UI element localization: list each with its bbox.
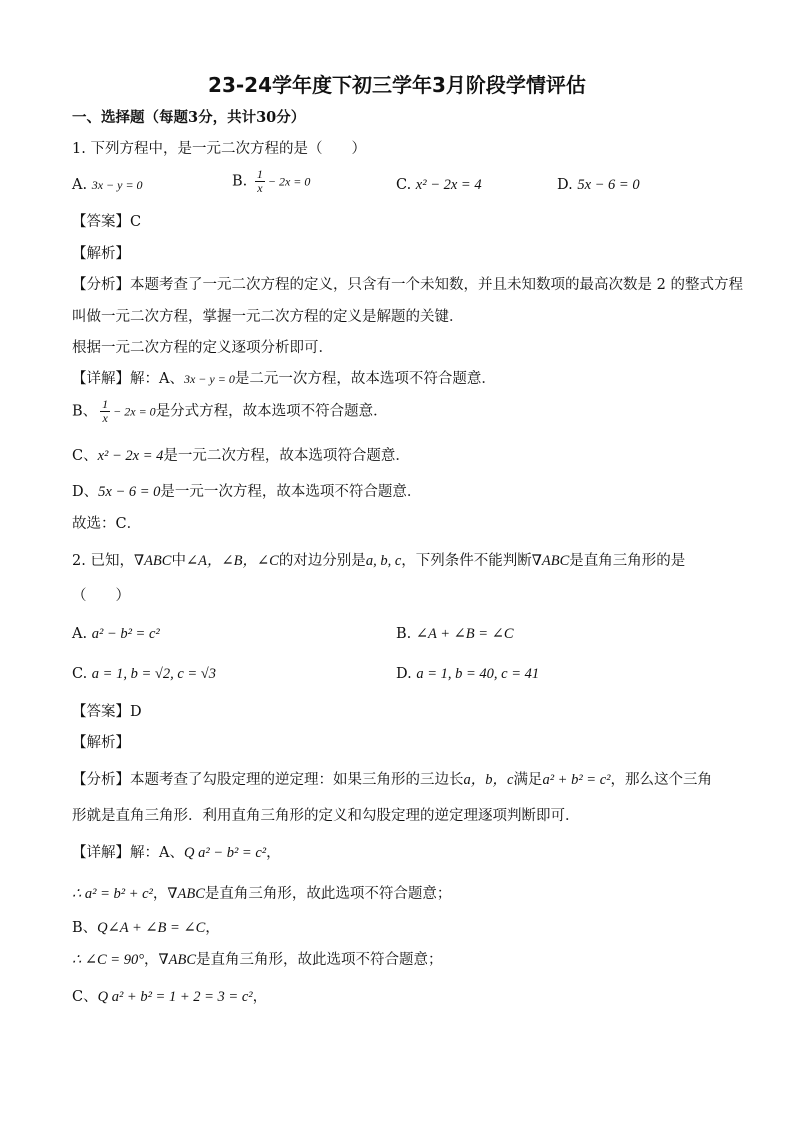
math-expression: ∴ ∠C = 90° <box>72 952 145 968</box>
option-label: D. <box>557 177 573 193</box>
option-math: a² − b² = c² <box>91 626 160 642</box>
detail-tag: 【详解】 <box>72 845 130 861</box>
q2-answer <box>72 702 142 722</box>
math-expression: Q∠A + ∠B = ∠C <box>97 920 206 936</box>
math-expression: ∠A，∠B，∠C <box>185 553 279 569</box>
fenxi-tag: 【分析】 <box>72 277 130 293</box>
q1-fenxi-line-2: 叫做一元二次方程，掌握一元二次方程的定义是解题的关键． <box>72 309 464 325</box>
q1-choose: 故选：C． <box>72 516 142 532</box>
option-math: x² − 2x = 4 <box>415 177 482 193</box>
math-expression: ∇ABC <box>167 886 205 902</box>
q2-detail-a: 【详解】解：A、Q a² − b² = c²， <box>72 845 281 861</box>
answer-tag: 【答案】 <box>72 214 130 230</box>
q1-stem: 1. 下列方程中，是一元二次方程的是（ ） <box>72 141 366 157</box>
q2-fenxi-line-2: 形就是直角三角形．利用直角三角形的定义和勾股定理的逆定理逐项判断即可． <box>72 808 580 824</box>
q1-option-a <box>72 175 143 195</box>
q2-stem-line-2: （ ） <box>72 588 130 604</box>
q1-analysis-tag: 【解析】 <box>72 246 130 262</box>
option-math: − 2x = 0 <box>267 174 311 189</box>
option-math: a = 1, b = √2, c = √3 <box>91 666 217 682</box>
q1-fenxi-line-1 <box>72 275 743 295</box>
math-expression: Q a² − b² = c² <box>183 845 267 861</box>
fenxi-tag: 【分析】 <box>72 772 130 788</box>
math-expression: x² − 2x = 4 <box>97 448 164 464</box>
answer-value: C <box>130 214 142 230</box>
q2-option-b <box>396 624 514 644</box>
answer-value: D <box>130 704 142 720</box>
math-expression: a, b, c <box>365 553 402 569</box>
q1-fenxi-line-3: 根据一元二次方程的定义逐项分析即可． <box>72 340 333 356</box>
math-expression: ∴ a² = b² + c² <box>72 886 153 902</box>
option-label: A. <box>72 177 88 193</box>
option-math: 5x − 6 = 0 <box>577 177 640 193</box>
math-expression: ∇ABC <box>133 553 172 569</box>
page-title: 23-24学年度下初三学年3月阶段学情评估 <box>208 73 586 97</box>
math-expression: a² + b² = c² <box>542 772 611 788</box>
q2-option-d <box>396 664 539 684</box>
option-label: D. <box>396 666 412 682</box>
q1-detail-c: C、x² − 2x = 4是一元二次方程，故本选项符合题意． <box>72 448 410 464</box>
math-expression: Q a² + b² = 1 + 2 = 3 = c² <box>97 989 253 1005</box>
q1-answer <box>72 212 141 232</box>
math-expression: 5x − 6 = 0 <box>98 484 161 500</box>
math-expression: ∇ABC <box>158 952 197 968</box>
math-expression: − 2x = 0 <box>113 404 156 419</box>
fraction: $\frac{1}{x}$ <box>102 397 109 425</box>
answer-tag: 【答案】 <box>72 704 130 720</box>
q1-option-b <box>232 168 310 195</box>
section-heading: 一、选择题（每题3分，共计30分） <box>72 109 306 126</box>
option-label: B. <box>232 173 248 190</box>
option-math: 3x − y = 0 <box>91 178 143 192</box>
fraction: $\frac{1}{x}$ <box>256 167 263 195</box>
detail-tag: 【详解】 <box>72 371 130 387</box>
q1-detail-b: B、 $\frac{1}{x}$ − 2x = 0是分式方程，故本选项不符合题意． <box>72 397 388 425</box>
q2-option-a <box>72 624 160 644</box>
option-label: C. <box>72 666 88 682</box>
q2-detail-b2: ∴ ∠C = 90°，∇ABC是直角三角形，故此选项不符合题意； <box>72 952 443 968</box>
option-math: ∠A + ∠B = ∠C <box>415 626 514 642</box>
math-expression: ∇ABC <box>531 553 570 569</box>
q1-detail-d: D、5x − 6 = 0是一元一次方程，故本选项不符合题意． <box>72 484 422 500</box>
q1-detail-a: 【详解】解：A、3x − y = 0是二元一次方程，故本选项不符合题意． <box>72 371 496 387</box>
q2-detail-c: C、Q a² + b² = 1 + 2 = 3 = c²， <box>72 989 268 1005</box>
q2-analysis-tag: 【解析】 <box>72 735 130 751</box>
q2-detail-a2: ∴ a² = b² + c²，∇ABC是直角三角形，故此选项不符合题意； <box>72 886 452 902</box>
math-expression: 3x − y = 0 <box>183 372 235 386</box>
q2-detail-b: B、Q∠A + ∠B = ∠C， <box>72 920 220 936</box>
option-label: A. <box>72 626 88 642</box>
q2-option-c <box>72 664 216 684</box>
q1-option-c <box>396 175 482 195</box>
option-math: a = 1, b = 40, c = 41 <box>416 666 540 682</box>
option-label: B. <box>396 626 412 642</box>
fenxi-text: 本题考查了一元二次方程的定义，只含有一个未知数，并且未知数项的最高次数是 2 的整式方程 <box>130 277 743 293</box>
option-label: C. <box>396 177 412 193</box>
q1-option-d <box>557 175 640 195</box>
q2-stem-line-1: 2. 已知，∇ABC中∠A，∠B，∠C的对边分别是a, b, c，下列条件不能判断∇ABC是直角三角形的是 <box>72 553 686 569</box>
math-expression: a，b，c <box>463 772 514 788</box>
q2-fenxi-line-1: 【分析】本题考查了勾股定理的逆定理：如果三角形的三边长a，b，c满足a² + b² = c²，那么这个三角 <box>72 772 712 788</box>
